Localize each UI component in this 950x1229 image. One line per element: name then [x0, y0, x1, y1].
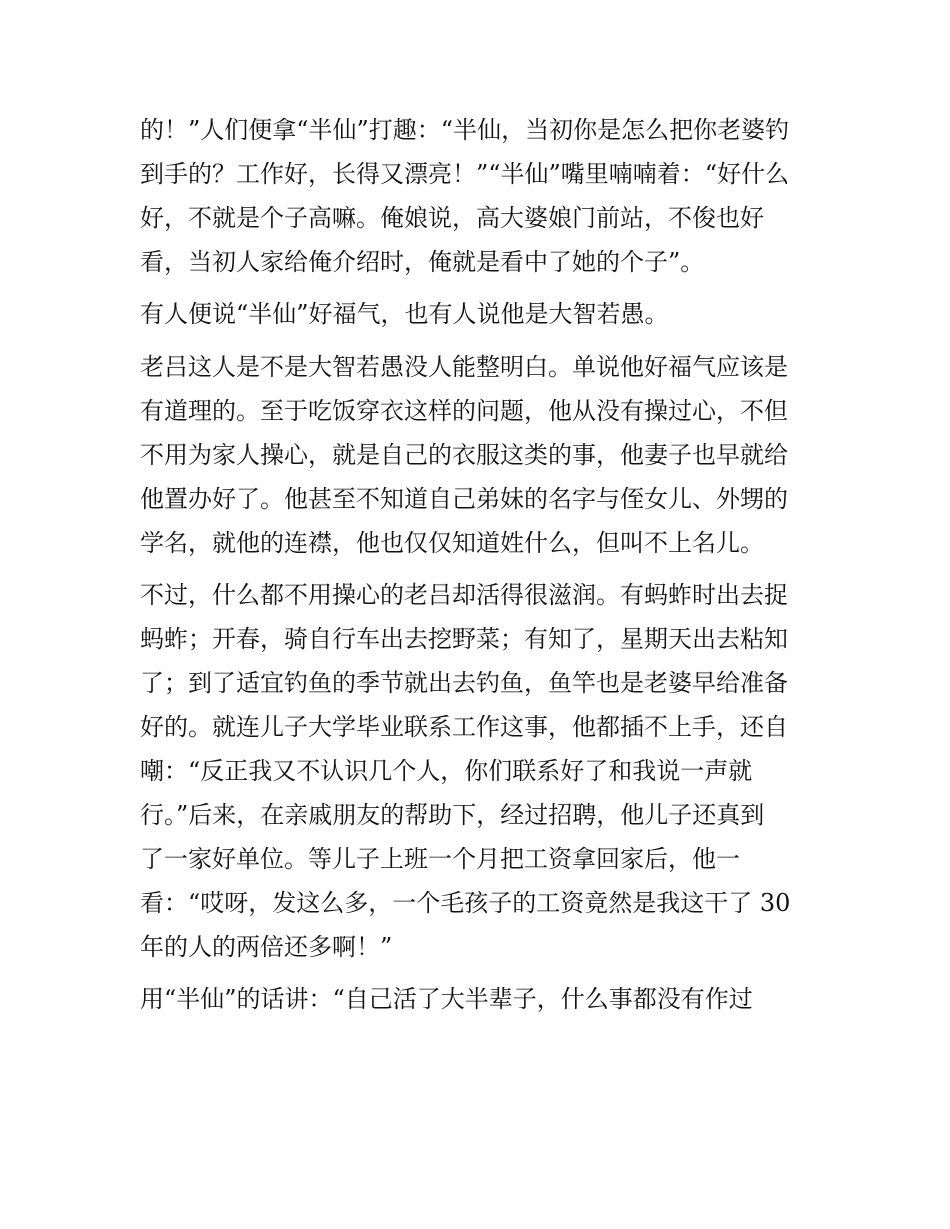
text-line: 嘲：“反正我又不认识几个人，你们联系好了和我说一声就	[140, 757, 753, 785]
text-line: 的！”人们便拿“半仙”打趣：“半仙，当初你是怎么把你老婆钓	[140, 116, 790, 144]
text-line: 看：“哎呀，发这么多，一个毛孩子的工资竟然是我这干了 30	[140, 889, 791, 917]
text-line: 到手的？工作好，长得又漂亮！”“半仙”嘴里喃喃着：“好什么	[140, 160, 790, 188]
text-line: 了；到了适宜钓鱼的季节就出去钓鱼，鱼竿也是老婆早给准备	[140, 669, 788, 697]
text-line: 不过，什么都不用操心的老吕却活得很滋润。有蚂蚱时出去捉	[140, 581, 788, 609]
text-line: 行。”后来，在亲戚朋友的帮助下，经过招聘，他儿子还真到	[140, 801, 765, 829]
text-line: 看，当初人家给俺介绍时，俺就是看中了她的个子”。	[140, 248, 705, 276]
text-line: 有人便说“半仙”好福气，也有人说他是大智若愚。	[140, 300, 669, 328]
body-text	[140, 108, 830, 1021]
text-line: 不用为家人操心，就是自己的衣服这类的事，他妻子也早就给	[140, 441, 788, 469]
paragraph-4	[140, 573, 830, 969]
text-line: 老吕这人是不是大智若愚没人能整明白。单说他好福气应该是	[140, 353, 788, 381]
text-line: 好，不就是个子高嘛。俺娘说，高大婆娘门前站，不俊也好	[140, 204, 764, 232]
text-line: 年的人的两倍还多啊！”	[140, 933, 393, 961]
paragraph-1	[140, 108, 830, 284]
text-line: 了一家好单位。等儿子上班一个月把工资拿回家后，他一	[140, 845, 740, 873]
text-line: 好的。就连儿子大学毕业联系工作这事，他都插不上手，还自	[140, 713, 788, 741]
text-line: 学名，就他的连襟，他也仅仅知道姓什么，但叫不上名儿。	[140, 529, 764, 557]
text-line: 他置办好了。他甚至不知道自己弟妹的名字与侄女儿、外甥的	[140, 485, 788, 513]
text-line: 用“半仙”的话讲：“自己活了大半辈子，什么事都没有作过	[140, 985, 753, 1013]
paragraph-3	[140, 345, 830, 565]
paragraph-5	[140, 977, 830, 1021]
text-line: 蚂蚱；开春，骑自行车出去挖野菜；有知了，星期天出去粘知	[140, 625, 788, 653]
paragraph-2	[140, 292, 830, 336]
text-line: 有道理的。至于吃饭穿衣这样的问题，他从没有操过心，不但	[140, 397, 788, 425]
